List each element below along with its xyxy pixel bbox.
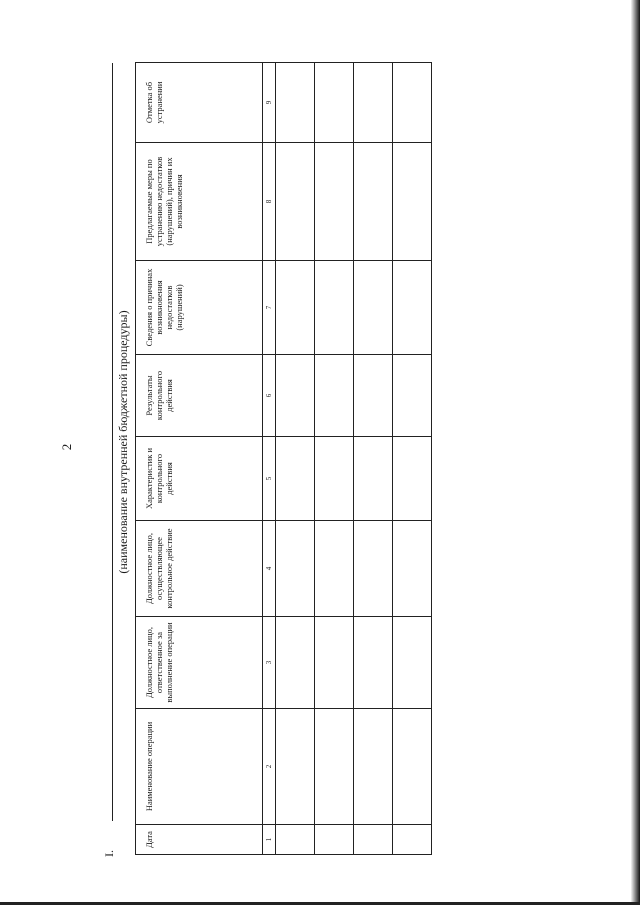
procedure-name-caption: (наименование внутренней бюджетной процедуры) [116, 310, 130, 574]
empty-form-cell [354, 143, 393, 261]
empty-form-cell [393, 521, 432, 617]
header-proposed-measures: Предлагаемые меры по устранению недостатков (нарушений), причин их возникновения [136, 143, 263, 261]
empty-form-cell [315, 825, 354, 855]
header-control-results: Результаты контрольного действия [136, 355, 263, 437]
column-number: 4 [263, 521, 276, 617]
header-controlling-person: Должностное лицо, осуществляющее контрольное действие [136, 521, 263, 617]
empty-form-cell [276, 63, 315, 143]
empty-form-cell [315, 617, 354, 709]
procedure-name-line [112, 63, 113, 821]
control-actions-table [135, 62, 432, 855]
section-number: I. [102, 850, 116, 857]
empty-form-cell [354, 521, 393, 617]
empty-form-row [354, 63, 393, 855]
column-number: 7 [263, 261, 276, 355]
empty-form-cell [354, 63, 393, 143]
column-number: 3 [263, 617, 276, 709]
empty-form-cell [315, 143, 354, 261]
empty-form-cell [276, 709, 315, 825]
column-number: 5 [263, 437, 276, 521]
header-violation-causes: Сведения о причинах возникновения недостатков (нарушений) [136, 261, 263, 355]
empty-form-cell [393, 355, 432, 437]
empty-form-cell [276, 437, 315, 521]
empty-form-row [393, 63, 432, 855]
empty-form-cell [393, 617, 432, 709]
header-operation-name: Наименование операции [136, 709, 263, 825]
empty-form-cell [393, 709, 432, 825]
column-number: 6 [263, 355, 276, 437]
empty-form-cell [354, 355, 393, 437]
column-number: 1 [263, 825, 276, 855]
empty-form-cell [315, 709, 354, 825]
empty-form-cell [315, 261, 354, 355]
empty-form-cell [276, 355, 315, 437]
empty-form-cell [276, 143, 315, 261]
empty-form-row [315, 63, 354, 855]
header-elimination-mark: Отметка об устранении [136, 63, 263, 143]
empty-form-cell [393, 261, 432, 355]
empty-form-cell [276, 261, 315, 355]
empty-form-cell [276, 825, 315, 855]
header-responsible-person: Должностное лицо, ответственное за выполнение операции [136, 617, 263, 709]
empty-form-cell [354, 261, 393, 355]
page-number: 2 [59, 443, 74, 451]
empty-form-cell [315, 63, 354, 143]
empty-form-cell [354, 709, 393, 825]
column-number: 8 [263, 143, 276, 261]
empty-form-cell [354, 617, 393, 709]
header-date: Дата [136, 825, 263, 855]
empty-form-cell [393, 825, 432, 855]
column-number: 2 [263, 709, 276, 825]
empty-form-cell [393, 143, 432, 261]
rotated-form-page [40, 35, 450, 895]
scan-edge-right [631, 0, 640, 905]
empty-form-cell [393, 63, 432, 143]
empty-form-cell [354, 825, 393, 855]
empty-form-cell [315, 355, 354, 437]
empty-form-row [276, 63, 315, 855]
header-control-characteristic: Характеристик и контрольного действия [136, 437, 263, 521]
header-row [136, 63, 263, 855]
column-number-row [263, 63, 276, 855]
empty-form-cell [393, 437, 432, 521]
empty-form-cell [276, 617, 315, 709]
empty-form-cell [354, 437, 393, 521]
empty-form-cell [315, 437, 354, 521]
empty-form-cell [276, 521, 315, 617]
empty-form-cell [315, 521, 354, 617]
column-number: 9 [263, 63, 276, 143]
